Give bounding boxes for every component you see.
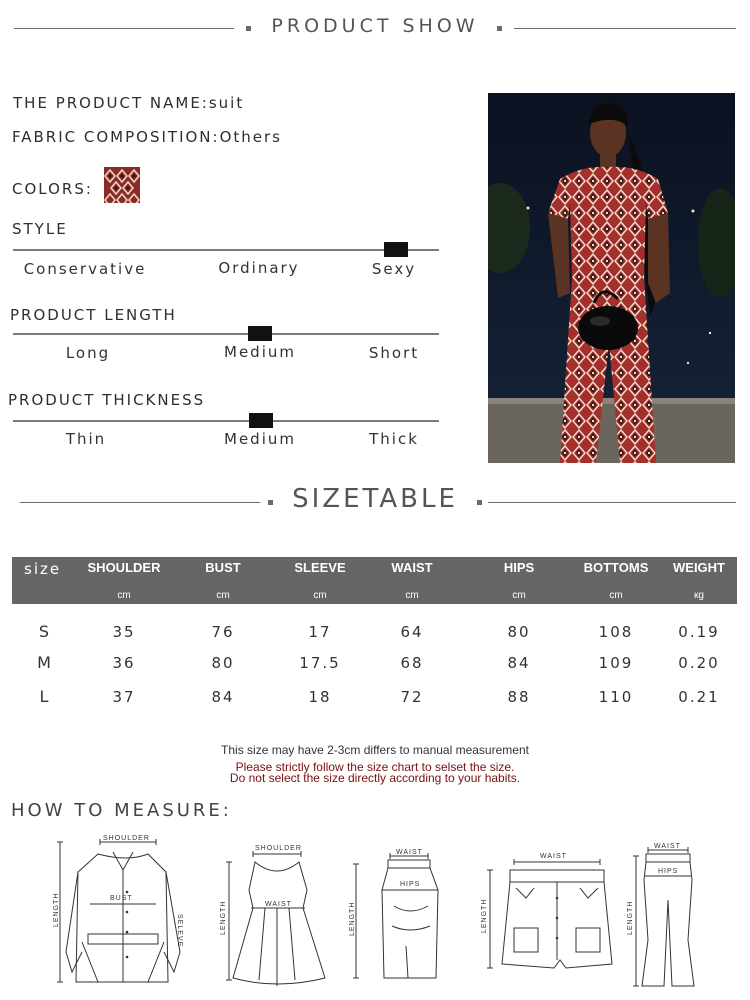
column-header: SLEEVE [294,560,346,575]
table-cell: 37 [112,688,136,706]
skirt-waist-label: WAIST [396,849,423,856]
table-cell: 84 [211,688,235,706]
jacket-length-label: LENGTH [53,892,60,927]
thickness-scale-track [13,420,439,422]
size-column-header: size [24,560,62,578]
note-warning-1: Please strictly follow the size chart to selset the size. [235,760,515,774]
table-cell: 80 [507,623,531,641]
column-header: WEIGHT [673,560,725,575]
table-cell: 68 [400,654,424,672]
table-cell: 80 [211,654,235,672]
table-cell: 0.20 [678,654,720,672]
fabric-label: FABRIC COMPOSITION: [12,128,220,146]
style-label-ordinary: Ordinary [218,259,300,277]
column-unit: cm [216,590,230,601]
dress-waist-label: WAIST [265,901,292,908]
length-scale-title: PRODUCT LENGTH [10,306,177,324]
table-cell: 88 [507,688,531,706]
table-cell: 84 [507,654,531,672]
pants-length-label: LENGTH [627,900,634,935]
thickness-label-thin: Thin [65,430,107,448]
thickness-label-thick: Thick [369,430,419,448]
style-scale-track [13,249,439,251]
size-row-label: L [39,687,51,706]
column-unit: cm [117,590,131,601]
sizetable-divider-right [488,502,736,503]
thickness-scale-title: PRODUCT THICKNESS [8,391,206,409]
product-show-title: PRODUCT SHOW [271,15,479,37]
jacket-shoulder-label: SHOULDER [103,835,150,842]
how-to-measure-title: HOW TO MEASURE: [11,800,232,821]
style-scale-title: STYLE [12,220,68,238]
pants-measure-diagram [622,840,712,990]
note-measurement: This size may have 2-3cm differs to manual measurement [221,743,529,757]
table-cell: 108 [598,623,634,641]
table-cell: 0.19 [678,623,720,641]
column-unit: cm [313,590,327,601]
column-unit: cm [609,590,623,601]
skirt-measure-diagram [344,846,449,986]
shorts-waist-label: WAIST [540,853,567,860]
skirt-hips-label: HIPS [400,881,421,888]
jacket-sleeve-label: SELEVE [176,914,183,948]
length-label-medium: Medium [224,343,296,361]
color-swatch[interactable] [104,167,140,203]
thickness-label-medium: Medium [224,430,296,448]
column-header: SHOULDER [87,560,161,575]
product-name-value: suit [208,94,245,112]
model-illustration [488,93,735,463]
sizetable-divider-left [20,502,260,503]
column-header: HIPS [503,560,535,575]
table-cell: 72 [400,688,424,706]
size-table-header [12,557,737,604]
product-name-row [13,94,244,112]
fabric-row [12,128,282,146]
section-divider-square-right [497,26,502,31]
product-photo [488,93,735,463]
length-scale-marker [248,326,272,341]
pants-hips-label: HIPS [658,868,679,875]
column-header: BUST [205,560,241,575]
skirt-length-label: LENGTH [349,901,356,936]
style-label-sexy: Sexy [371,260,417,278]
note-warning-2: Do not select the size directly according to your habits. [229,771,521,785]
dress-shoulder-label: SHOULDER [255,845,302,852]
shorts-measure-diagram [476,848,614,976]
table-cell: 110 [598,688,634,706]
table-cell: 76 [211,623,235,641]
table-cell: 64 [400,623,424,641]
style-scale-marker [384,242,408,257]
jacket-measure-diagram [48,832,198,990]
length-scale-track [13,333,439,335]
style-label-conservative: Conservative [23,260,147,278]
fabric-value: Others [219,128,282,146]
jacket-bust-label: BUST [110,895,133,902]
product-name-label: THE PRODUCT NAME: [13,94,209,112]
section-divider-right [514,28,736,29]
table-cell: 17.5 [299,654,341,672]
table-cell: 36 [112,654,136,672]
size-row-label: S [38,622,52,641]
sizetable-square-right [477,500,482,505]
dress-measure-diagram [215,840,330,990]
table-cell: 109 [598,654,634,672]
column-unit: cm [405,590,419,601]
section-divider-left [14,28,234,29]
table-cell: 17 [308,623,332,641]
table-cell: 18 [308,688,332,706]
table-cell: 35 [112,623,136,641]
thickness-scale-marker [249,413,273,428]
size-row-label: M [37,653,53,672]
pants-waist-label: WAIST [654,843,681,850]
sizetable-title: SIZETABLE [292,484,458,514]
length-label-short: Short [368,344,420,362]
table-cell: 0.21 [678,688,720,706]
sizetable-square-left [268,500,273,505]
dress-length-label: LENGTH [220,900,227,935]
column-unit: cm [512,590,526,601]
shorts-length-label: LENGTH [481,898,488,933]
length-label-long: Long [65,344,111,362]
column-header: BOTTOMS [583,560,649,575]
column-unit: кg [694,590,704,601]
colors-label: COLORS: [12,180,93,198]
column-header: WAIST [391,560,433,575]
section-divider-square-left [246,26,251,31]
